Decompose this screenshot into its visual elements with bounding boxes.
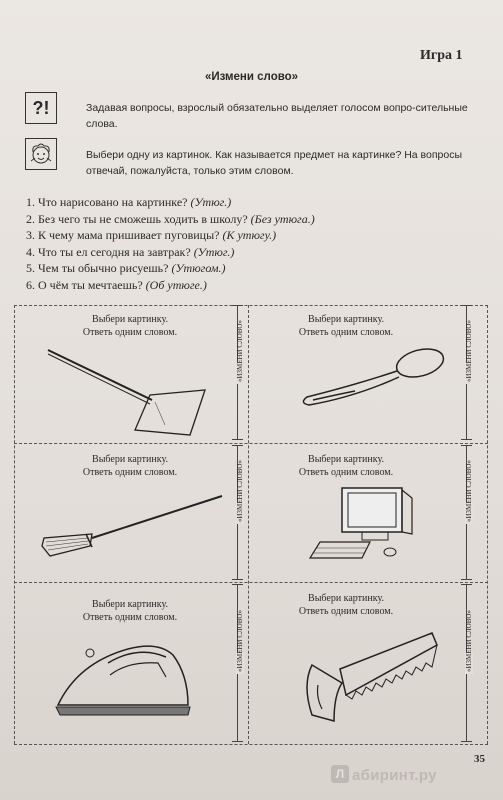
side-label: «ИЗМЕНИ СЛОВО»	[236, 459, 244, 522]
broom-icon	[40, 490, 230, 570]
card-caption: Выбери картинку. Ответь одним словом.	[298, 454, 394, 478]
adult-instruction: Задавая вопросы, взрослый обязательно выделяет голосом вопро-сительные слова.	[86, 102, 468, 130]
side-label: «ИЗМЕНИ СЛОВО»	[465, 459, 473, 522]
side-label: «ИЗМЕНИ СЛОВО»	[236, 610, 244, 672]
card-caption: Выбери картинку. Ответь одним словом.	[82, 454, 178, 478]
cut-line	[487, 305, 488, 744]
side-band	[229, 305, 247, 440]
page-subtitle: «Измени слово»	[204, 71, 299, 83]
question-item: 6. О чём ты мечтаешь? (Об утюге.)	[26, 277, 207, 292]
child-instruction: Выбери одну из картинок. Как называется предмет на картинке? На вопросы отвечай, пожалуйста, только этим словом.	[86, 149, 463, 177]
question-icon-text: ?!	[32, 97, 50, 118]
side-label: «ИЗМЕНИ СЛОВО»	[465, 319, 473, 382]
side-band	[458, 584, 476, 742]
cut-line	[14, 305, 488, 306]
cut-line	[14, 582, 488, 583]
page-number: 35	[474, 753, 485, 765]
question-item: 5. Чем ты обычно рисуешь? (Утюгом.)	[26, 261, 226, 275]
side-band	[458, 445, 476, 580]
watermark: абиринт.ру	[352, 767, 437, 784]
cut-line	[14, 744, 488, 745]
shovel-icon	[40, 340, 220, 440]
card-caption: Выбери картинку. Ответь одним словом.	[298, 314, 394, 338]
card-caption: Выбери картинку. Ответь одним словом.	[298, 593, 394, 617]
computer-icon	[300, 480, 420, 570]
spoon-icon	[295, 345, 455, 415]
side-label: «ИЗМЕНИ СЛОВО»	[465, 610, 473, 672]
question-item: 3. К чему мама пришивает пуговицы? (К утюгу.)	[26, 228, 277, 242]
saw-icon	[282, 625, 447, 735]
card-caption: Выбери картинку. Ответь одним словом.	[82, 599, 178, 623]
side-band	[229, 584, 247, 742]
cut-line	[14, 443, 488, 444]
iron-icon	[48, 635, 198, 730]
card-caption: Выбери картинку. Ответь одним словом.	[82, 314, 178, 338]
cut-line	[14, 305, 15, 744]
side-label: «ИЗМЕНИ СЛОВО»	[236, 319, 244, 382]
cut-line	[248, 305, 249, 744]
question-item: 2. Без чего ты не сможешь ходить в школу? (Без утюга.)	[26, 211, 315, 226]
side-band	[458, 305, 476, 440]
side-band	[229, 445, 247, 580]
question-item: 4. Что ты ел сегодня на завтрак? (Утюг.)	[26, 244, 235, 259]
question-item: 1. Что нарисовано на картинке? (Утюг.)	[26, 195, 232, 209]
watermark-logo-icon: Л	[331, 765, 349, 783]
game-title: Игра 1	[420, 48, 463, 63]
